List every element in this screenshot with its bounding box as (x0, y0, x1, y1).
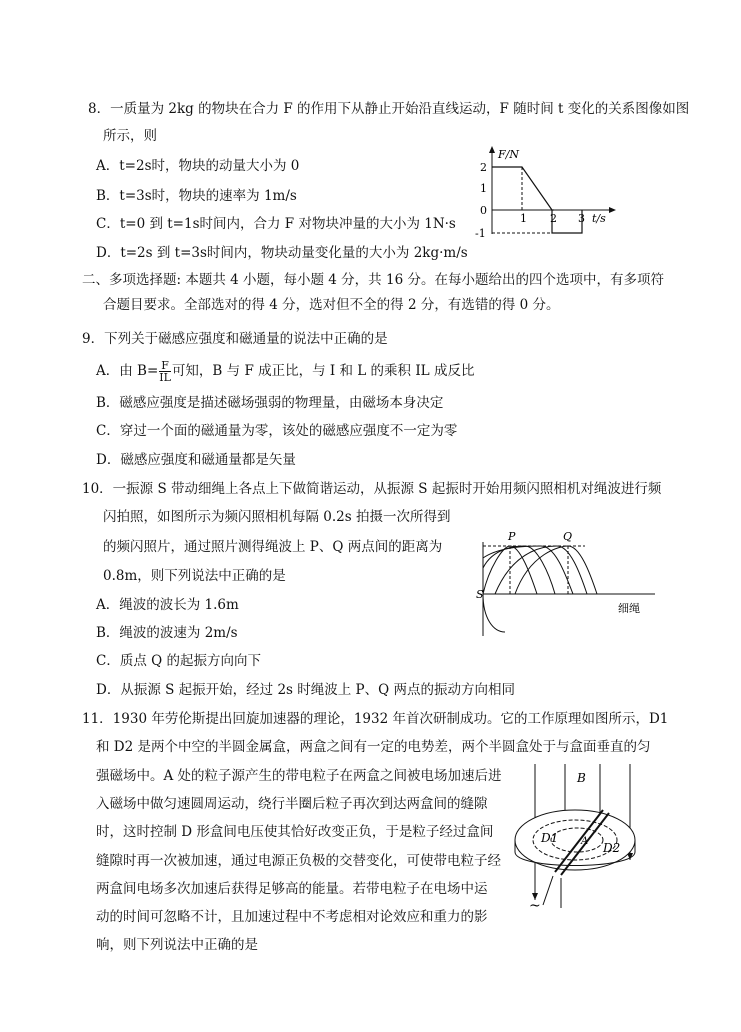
q11-cyclotron-figure (505, 760, 655, 920)
x-axis-label: t/s (592, 212, 606, 225)
q10-option-c: C．质点 Q 的起振方向向下 (96, 653, 261, 669)
q8-option-d: D．t=2s 到 t=3s时间内，物块动量变化量的大小为 2kg·m/s (96, 245, 468, 261)
label-rope: 细绳 (618, 602, 640, 615)
q11-line8: 动的时间可忽略不计，且加速过程中不考虑相对论效应和重力的影 (96, 909, 488, 925)
q11-line3: 强磁场中。A 处的粒子源产生的带电粒子在两盒之间被电场加速后进 (96, 768, 502, 784)
q10-stem-line2: 闪拍照，如图所示为频闪照相机每隔 0.2s 拍摄一次所得到 (103, 509, 451, 525)
q11-line1: 11．1930 年劳伦斯提出回旋加速器的理论，1932 年首次研制成功。它的工作原理如图所示，D1 (82, 711, 669, 727)
q11-line9: 响，则下列说法中正确的是 (96, 937, 258, 953)
q9-option-c: C．穿过一个面的磁通量为零，该处的磁感应强度不一定为零 (96, 423, 458, 439)
q10-stem-line3: 的频闪照片，通过照片测得绳波上 P、Q 两点间的距离为 (103, 539, 443, 555)
q10-option-d: D．从振源 S 起振开始，经过 2s 时绳波上 P、Q 两点的振动方向相同 (96, 682, 515, 698)
q11-line2: 和 D2 是两个中空的半圆金属盒，两盒之间有一定的电势差，两个半圆盒处于与盒面垂直的匀 (96, 739, 651, 755)
label-d2: D2 (603, 841, 621, 855)
q9-option-a: A．由 B= $\frac{F}{IL}$ 可知，B 与 F 成正比，与 I 和 L 的乘积 IL 成反比 (96, 359, 475, 384)
section2-line1: 二、多项选择题: 本题共 4 小题，每小题 4 分，共 16 分。在每小题给出的四个选项中，有多项符 (82, 272, 664, 288)
ac-source-symbol: ~ (529, 898, 541, 914)
y-axis-arrow (489, 146, 495, 153)
q10-option-b: B．绳波的波速为 2m/s (96, 625, 238, 641)
y-axis-label: F/N (498, 148, 519, 161)
x-axis-arrow (609, 207, 616, 213)
q8-stem-line2: 所示，则 (103, 128, 157, 144)
x-tick-3: 3 (578, 212, 585, 225)
label-s: S (476, 588, 484, 601)
q9-stem: 9．下列关于磁感应强度和磁通量的说法中正确的是 (82, 331, 388, 347)
q8-stem-line1: 8．一质量为 2kg 的物块在合力 F 的作用下从静止开始沿直线运动，F 随时间 t 变化的关系图像如图 (88, 101, 690, 117)
q8-force-time-graph (472, 142, 622, 242)
wave-crest-4 (495, 546, 587, 594)
q10-stem-line1: 10．一振源 S 带动细绳上各点上下做简谐运动，从振源 S 起振时开始用频闪照相机对绳波进行频 (82, 481, 662, 497)
q11-line7: 两盒间电场多次加速后获得足够高的能量。若带电粒子在电场中运 (96, 881, 488, 897)
x-tick-1: 1 (520, 212, 527, 225)
q9-fraction: $\frac{F}{IL}$ (159, 359, 171, 384)
y-tick-neg1: -1 (475, 227, 486, 240)
q11-line6: 缝隙时再一次被加速，通过电源正负极的交替变化，可使带电粒子经 (96, 853, 501, 869)
wave-trough (483, 594, 505, 632)
y-tick-0: 0 (480, 204, 487, 217)
q11-line4: 入磁场中做匀速圆周运动，绕行半圈后粒子再次到达两盒间的缝隙 (96, 796, 488, 812)
q8-option-c: C．t=0 到 t=1s时间内，合力 F 对物块冲量的大小为 1N·s (96, 216, 456, 232)
q10-stem-line4: 0.8m，则下列说法中正确的是 (103, 568, 286, 584)
label-d1: D1 (541, 831, 559, 845)
y-tick-1: 1 (480, 182, 487, 195)
label-a: A (581, 836, 589, 847)
q8-option-b: B．t=3s时，物块的速率为 1m/s (96, 188, 297, 204)
label-p: P (508, 530, 516, 543)
section2-line2: 合题目要求。全部选对的得 4 分，选对但不全的得 2 分，有选错的得 0 分。 (103, 297, 560, 313)
label-b: B (577, 771, 586, 785)
q10-option-a: A．绳波的波长为 1.6m (96, 597, 239, 613)
q9-option-d: D．磁感应强度和磁通量都是矢量 (96, 452, 296, 468)
x-tick-2: 2 (550, 212, 557, 225)
q11-line5: 时，这时控制 D 形盒间电压使其恰好改变正负，于是粒子经过盒间 (96, 824, 494, 840)
label-q: Q (563, 530, 573, 543)
q10-rope-wave-figure (475, 528, 665, 643)
q8-option-a: A．t=2s时，物块的动量大小为 0 (96, 158, 300, 174)
q9-option-b: B．磁感应强度是描述磁场强弱的物理量，由磁场本身决定 (96, 395, 444, 411)
y-tick-2: 2 (480, 161, 487, 174)
